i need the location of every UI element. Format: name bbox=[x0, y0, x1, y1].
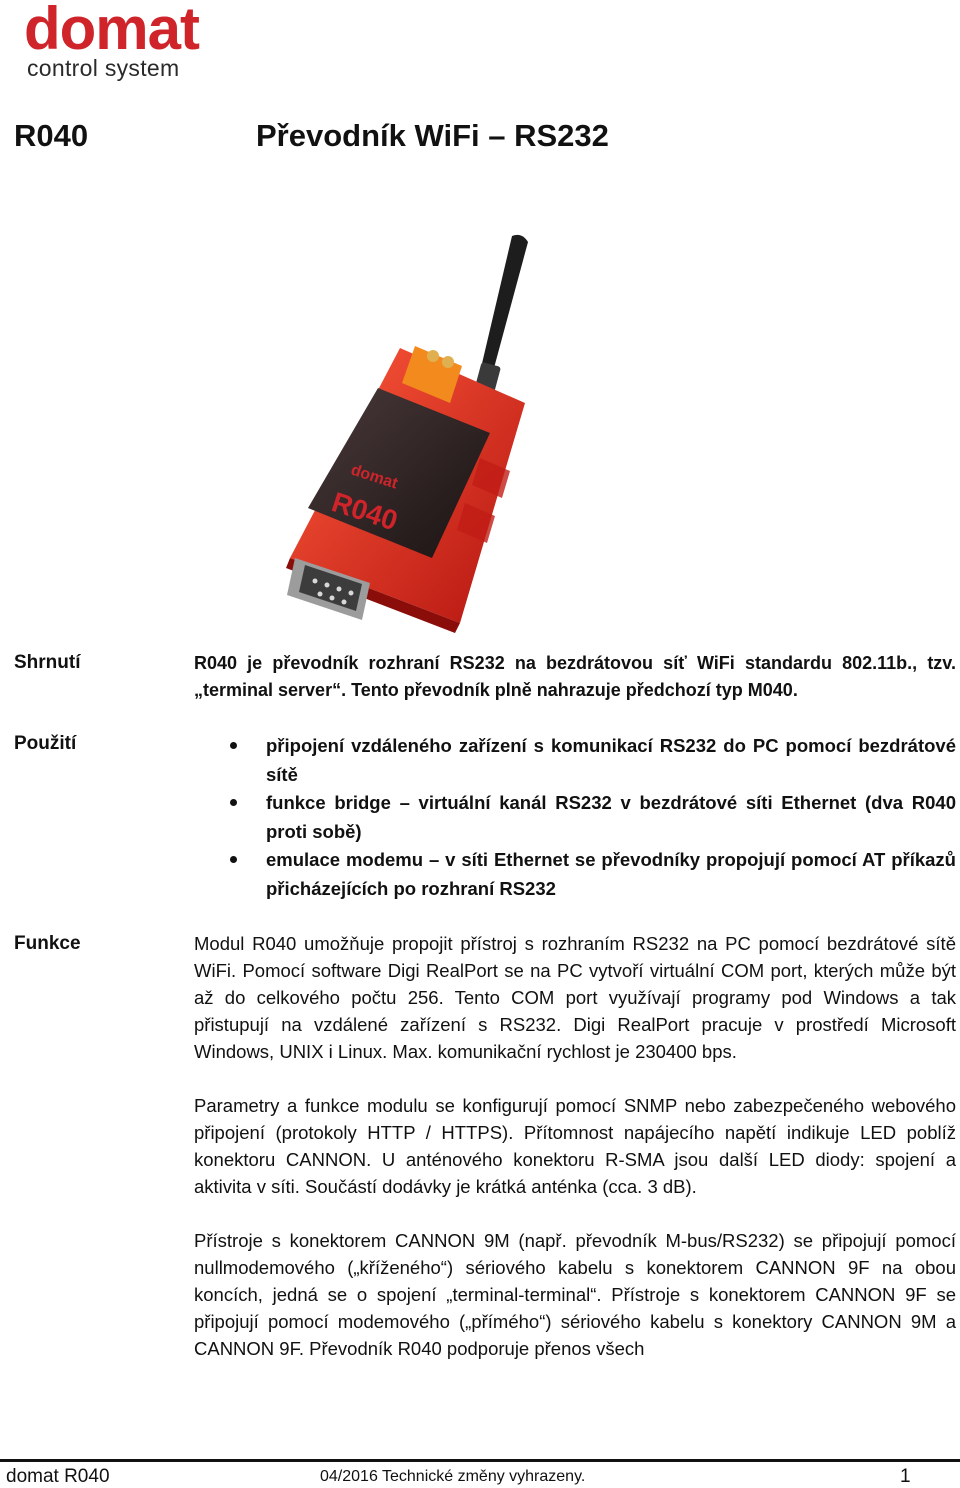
logo-subtitle: control system bbox=[27, 55, 180, 81]
product-code: R040 bbox=[14, 118, 89, 153]
funkce-paragraph-2: Parametry a funkce modulu se konfigurují pomocí SNMP nebo zabezpečeného webového připojení (protokoly HTTP / HTTPS). Přítomnost napájecího napětí indikuje LED poblíž konektoru CANNON. U anténového konektoru R-SMA jsou další LED diody: spojení a aktivita v síti. Součástí dodávky je krátká anténka (cca. 3 dB). bbox=[194, 1095, 956, 1197]
funkce-paragraph-3: Přístroje s konektorem CANNON 9M (např. převodník M-bus/RS232) se připojují pomocí nullmodemového („kříženého“) sériového kabelu s konektorem CANNON 9F na obou koncích, jedná se o spojení „terminal-terminal“. Přístroje s konektorem CANNON 9F se připojují pomocí modemového („přímého“) sériového kabelu s konektory CANNON 9M a CANNON 9F. Převodník R040 podporuje přenos všech bbox=[194, 1230, 956, 1359]
photo-brand-label: domat bbox=[348, 461, 400, 493]
section-label-pouziti: Použití bbox=[14, 733, 77, 754]
funkce-text bbox=[194, 930, 956, 1362]
footer-product: domat R040 bbox=[6, 1466, 110, 1487]
funkce-paragraph-1: Modul R040 umožňuje propojit přístroj s rozhraním RS232 na PC pomocí bezdrátové sítě WiFi. Pomocí software Digi RealPort se na PC vytvoří virtuální COM port, kterých může být až do celkového počtu 256. Tento COM port využívají programy pod Windows a tak přistupují na vzdálené zařízení s RS232. Digi RealPort pracuje v prostředí Microsoft Windows, UNIX i Linux. Max. komunikační rychlost je 230400 bps. bbox=[194, 933, 956, 1062]
page-number: 1 bbox=[900, 1466, 911, 1487]
footer-notice: 04/2016 Technické změny vyhrazeny. bbox=[320, 1468, 586, 1485]
section-label-funkce: Funkce bbox=[14, 933, 81, 954]
logo-wordmark: domat bbox=[24, 0, 199, 62]
antenna-icon bbox=[475, 235, 528, 392]
section-label-shrnuti: Shrnutí bbox=[14, 652, 81, 673]
footer-divider bbox=[0, 1459, 960, 1462]
domat-logo bbox=[24, 2, 254, 80]
list-item: funkce bridge – virtuální kanál RS232 v bezdrátové síti Ethernet (dva R040 proti sobě) bbox=[194, 789, 956, 846]
list-item: připojení vzdáleného zařízení s komunikací RS232 do PC pomocí bezdrátové sítě bbox=[194, 732, 956, 789]
photo-model-label: R040 bbox=[328, 486, 402, 537]
list-item: emulace modemu – v síti Ethernet se převodníky propojují pomocí AT příkazů přicházejících po rozhraní RS232 bbox=[194, 846, 956, 903]
page-title: Převodník WiFi – RS232 bbox=[256, 118, 609, 153]
product-photo bbox=[250, 228, 550, 633]
pouziti-list bbox=[194, 732, 956, 903]
shrnuti-text: R040 je převodník rozhraní RS232 na bezdrátovou síť WiFi standardu 802.11b., tzv. „terminal server“. Tento převodník plně nahrazuje předchozí typ M040. bbox=[194, 653, 956, 700]
